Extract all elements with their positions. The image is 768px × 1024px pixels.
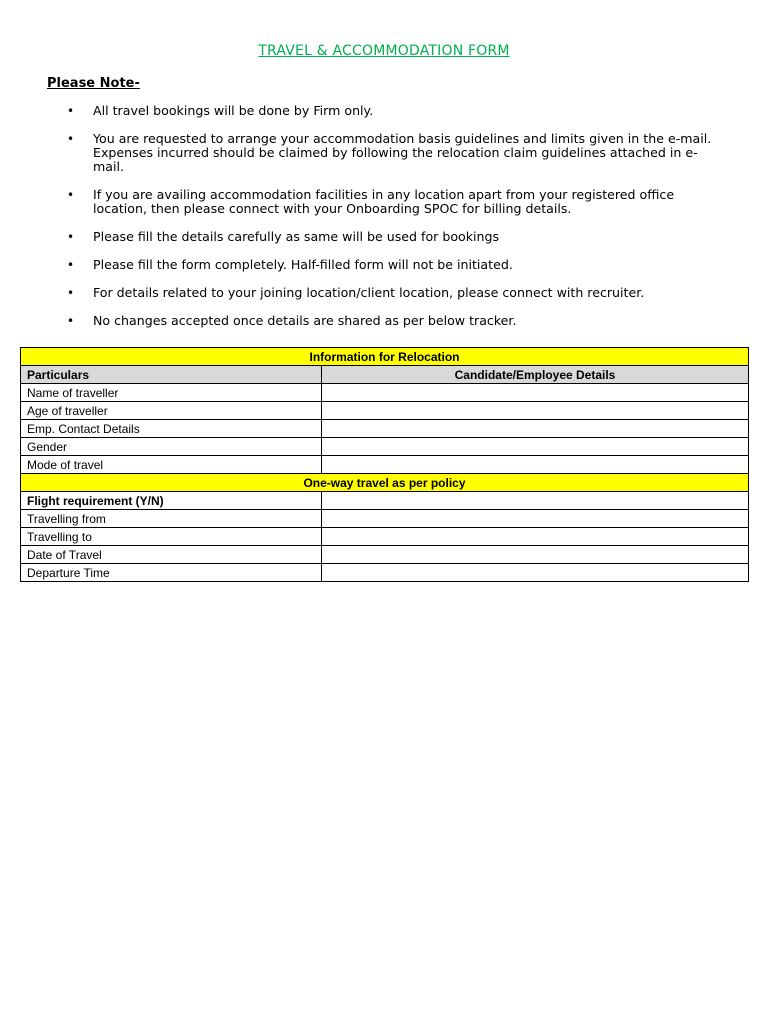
- row-value-cell[interactable]: [322, 456, 749, 474]
- bullet-icon: •: [67, 314, 75, 328]
- row-label: Name of traveller: [21, 384, 322, 402]
- row-label: Date of Travel: [21, 546, 322, 564]
- note-text: All travel bookings will be done by Firm only.: [93, 103, 374, 118]
- table-row: [21, 510, 749, 528]
- bullet-icon: •: [67, 230, 75, 244]
- row-value-cell[interactable]: [322, 384, 749, 402]
- row-label: Departure Time: [21, 564, 322, 582]
- note-item: [0, 286, 768, 300]
- table-row: [21, 456, 749, 474]
- form-title: TRAVEL & ACCOMMODATION FORM: [258, 43, 510, 59]
- section-title-relocation: Information for Relocation: [21, 348, 749, 366]
- row-value-cell[interactable]: [322, 438, 749, 456]
- bullet-icon: •: [67, 104, 75, 118]
- note-text: If you are availing accommodation facilities in any location apart from your registered office location, then please connect with your Onboarding SPOC for billing details.: [93, 187, 675, 216]
- table-row: [21, 438, 749, 456]
- bullet-icon: •: [67, 286, 75, 300]
- row-value-cell[interactable]: [322, 528, 749, 546]
- table-row: [21, 402, 749, 420]
- row-label: Travelling from: [21, 510, 322, 528]
- bullet-icon: •: [67, 258, 75, 272]
- note-text: Please fill the details carefully as same will be used for bookings: [93, 229, 500, 244]
- row-value-cell[interactable]: [322, 564, 749, 582]
- row-label: Flight requirement (Y/N): [21, 492, 322, 510]
- note-item: [0, 258, 768, 272]
- table-row: [21, 492, 749, 510]
- relocation-table: [20, 347, 749, 582]
- column-header-details: Candidate/Employee Details: [322, 366, 749, 384]
- note-item: [0, 188, 768, 216]
- table-row: [21, 384, 749, 402]
- note-item: [0, 104, 768, 118]
- row-label: Gender: [21, 438, 322, 456]
- row-label: Age of traveller: [21, 402, 322, 420]
- row-value-cell[interactable]: [322, 492, 749, 510]
- bullet-icon: •: [67, 132, 75, 146]
- note-item: [0, 314, 768, 328]
- table-row: [21, 564, 749, 582]
- row-value-cell[interactable]: [322, 546, 749, 564]
- table-row: [21, 546, 749, 564]
- row-label: Emp. Contact Details: [21, 420, 322, 438]
- notes-list: [0, 104, 768, 342]
- section-title-travel: One-way travel as per policy: [21, 474, 749, 492]
- table-row: [21, 528, 749, 546]
- note-text: Please fill the form completely. Half-filled form will not be initiated.: [93, 257, 513, 272]
- note-text: No changes accepted once details are shared as per below tracker.: [93, 313, 517, 328]
- section-header-row: [21, 348, 749, 366]
- column-header-particulars: Particulars: [21, 366, 322, 384]
- bullet-icon: •: [67, 188, 75, 202]
- row-value-cell[interactable]: [322, 510, 749, 528]
- row-label: Travelling to: [21, 528, 322, 546]
- row-value-cell[interactable]: [322, 420, 749, 438]
- section-header-row: [21, 474, 749, 492]
- note-heading: Please Note-: [47, 76, 140, 91]
- note-item: [0, 132, 768, 174]
- row-label: Mode of travel: [21, 456, 322, 474]
- note-text: You are requested to arrange your accommodation basis guidelines and limits given in the e-mail. Expenses incurred should be claimed by following the relocation claim guidelines attached in e-mail.: [93, 131, 712, 174]
- note-text: For details related to your joining location/client location, please connect with recruiter.: [93, 285, 645, 300]
- table-row: [21, 420, 749, 438]
- column-header-row: [21, 366, 749, 384]
- row-value-cell[interactable]: [322, 402, 749, 420]
- note-item: [0, 230, 768, 244]
